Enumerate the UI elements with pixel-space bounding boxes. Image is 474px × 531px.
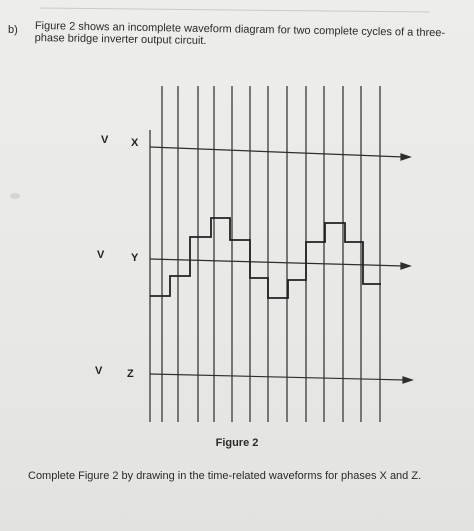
instruction-text: Complete Figure 2 by drawing in the time-related waveforms for phases X and Z. <box>28 470 422 482</box>
row-y-phase-label: Y <box>131 252 139 264</box>
axis-z-arrow <box>403 377 412 383</box>
axis-x <box>150 147 404 157</box>
row-y-voltage-label: V <box>97 249 105 261</box>
row-z-voltage-label: V <box>95 365 103 377</box>
time-gridlines <box>150 86 380 422</box>
question-number: b) <box>8 24 18 36</box>
page-rule <box>40 8 430 12</box>
axis-z <box>150 374 406 380</box>
question-text: Figure 2 shows an incomplete waveform diagram for two complete cycles of a three-phase bridge inverter output circuit. <box>34 20 446 47</box>
row-z-phase-label: Z <box>127 368 134 380</box>
axis-x-arrow <box>401 154 410 160</box>
row-x-phase-label: X <box>131 137 139 149</box>
waveform-y <box>150 218 381 298</box>
axis-y-arrow <box>401 263 410 269</box>
axis-y <box>150 259 404 266</box>
figure-caption: Figure 2 <box>215 437 259 449</box>
row-x-voltage-label: V <box>101 134 109 146</box>
